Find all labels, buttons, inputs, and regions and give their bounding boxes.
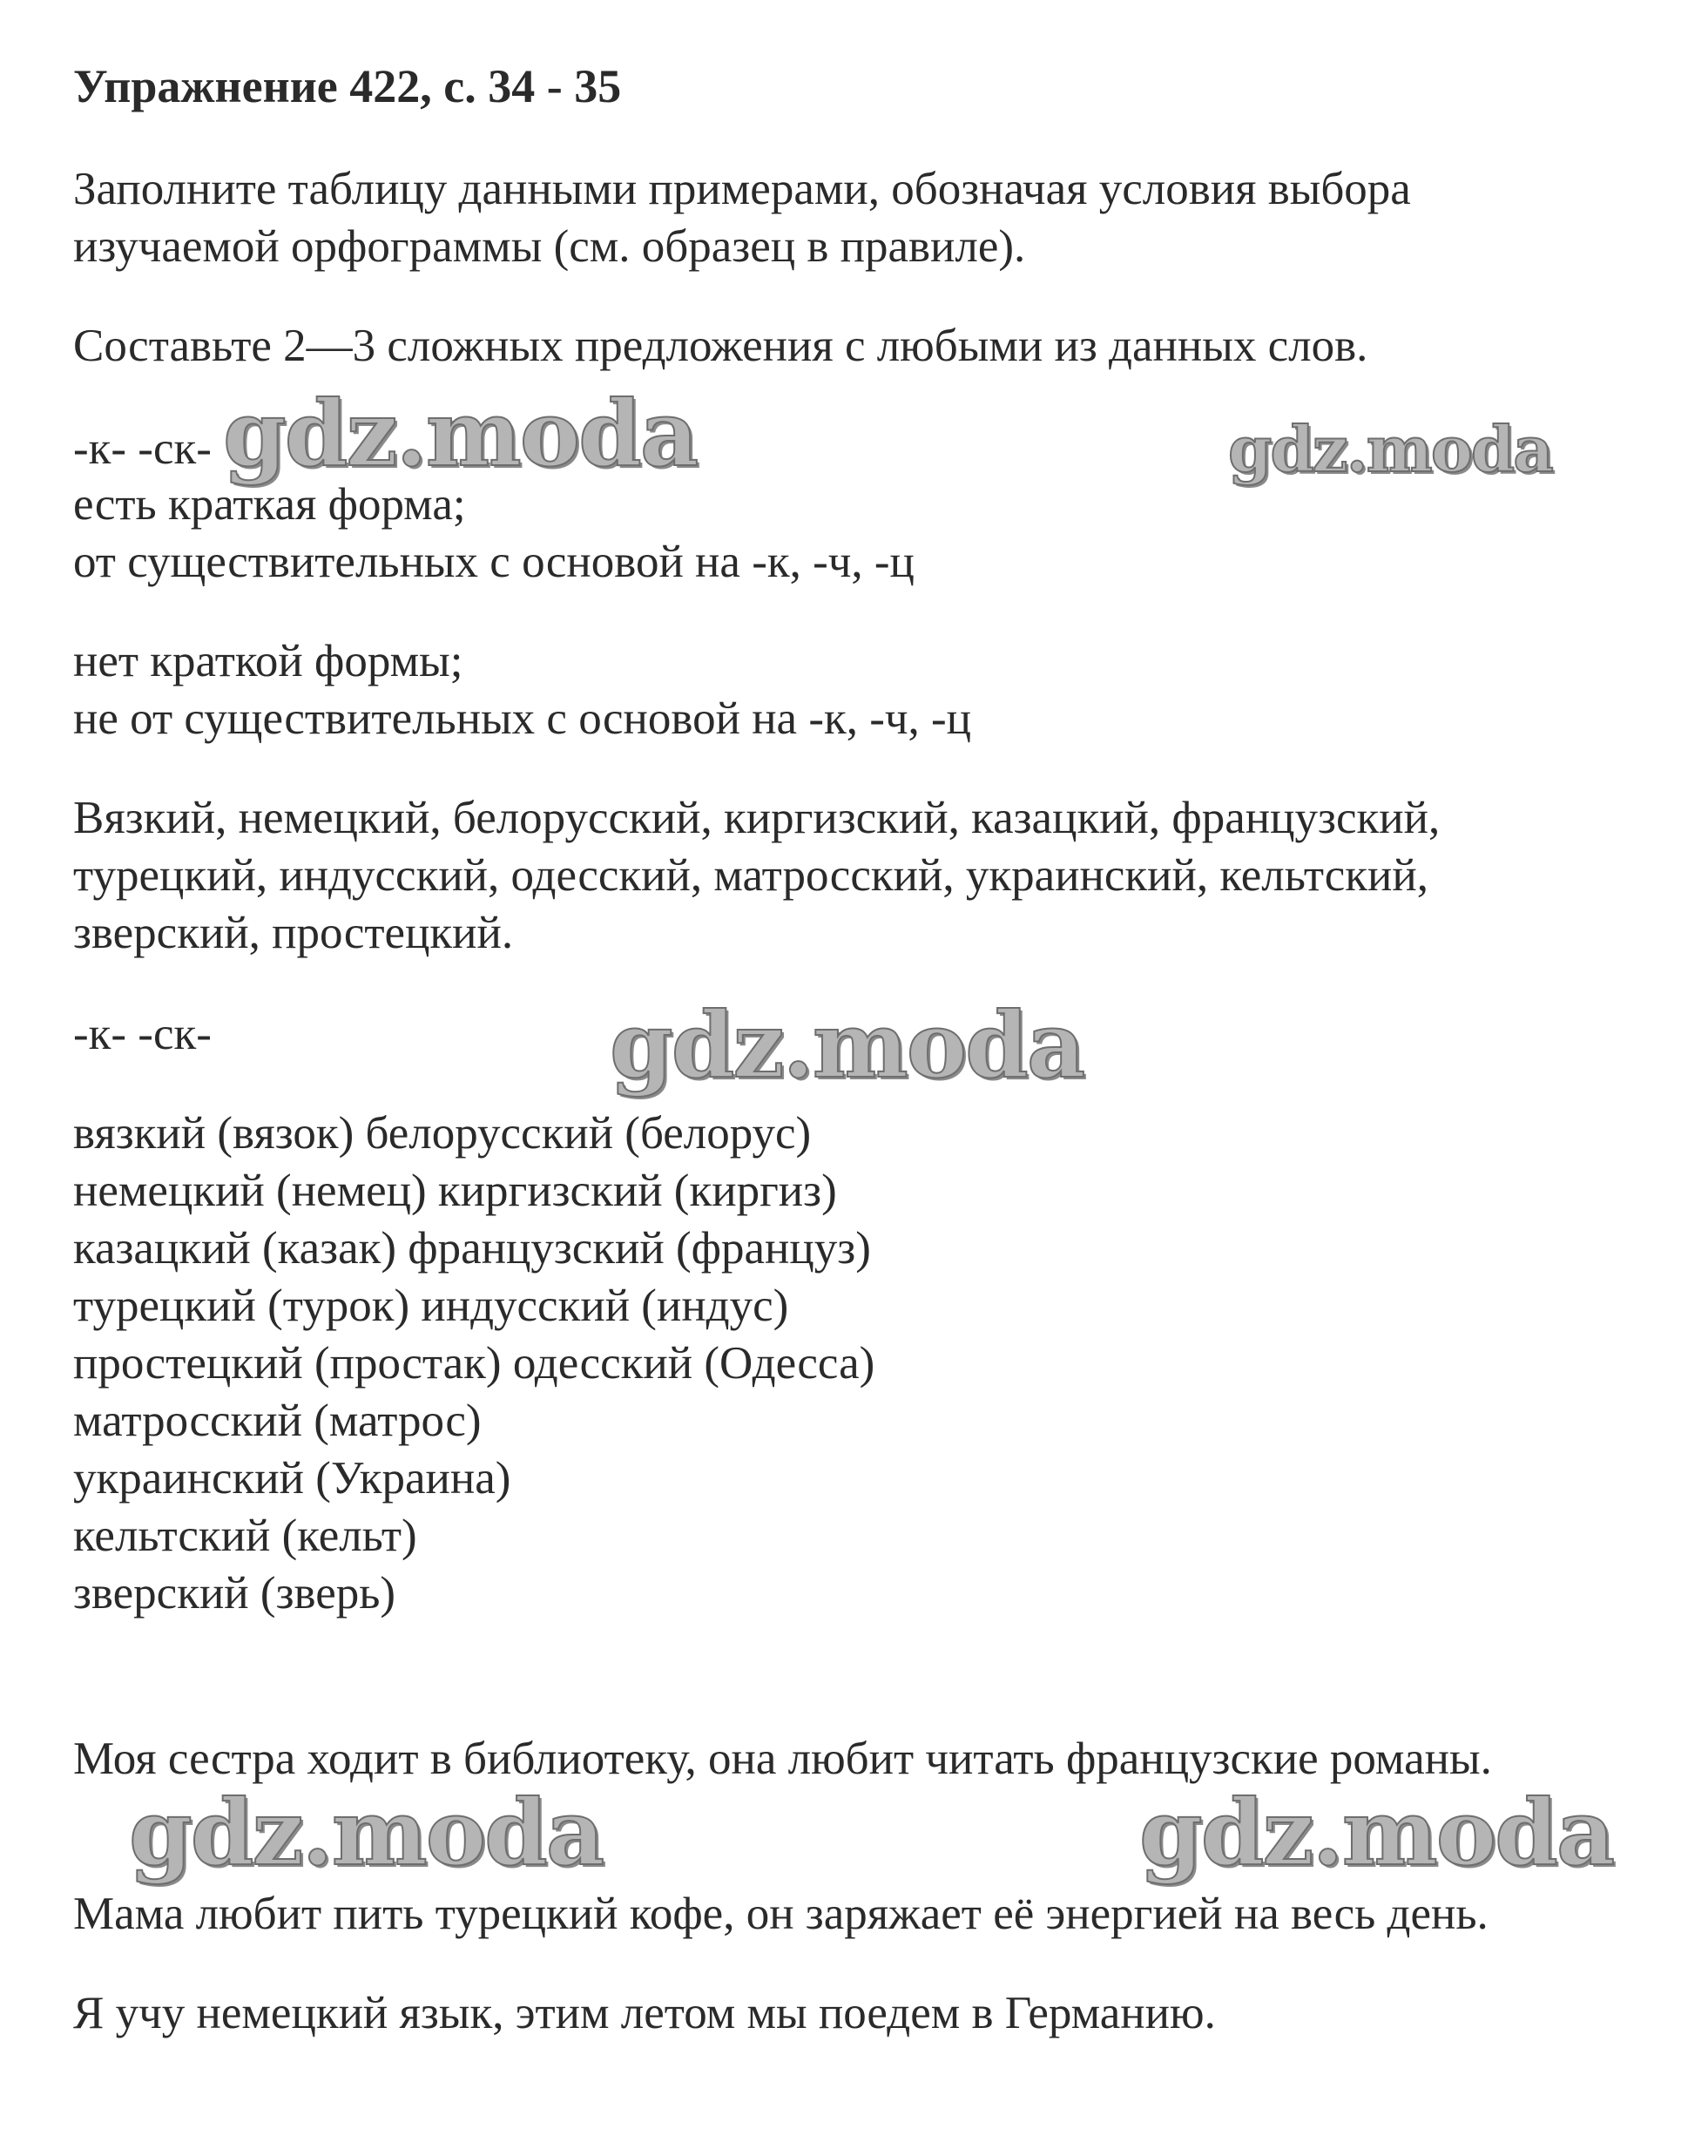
- rule-k-line-2: от существительных с основой на -к, -ч, -ц: [73, 537, 915, 587]
- watermark: gdz.moda: [1228, 412, 1552, 486]
- sentence-1: Моя сестра ходит в библиотеку, она любит читать французские романы.: [73, 1734, 1492, 1784]
- word-pair-line: вязкий (вязок) белорусский (белорус): [73, 1108, 812, 1159]
- rule-sk-line-1: нет краткой формы;: [73, 636, 463, 686]
- rule-sk-line-2: не от существительных с основой на -к, -ч, -ц: [73, 693, 972, 744]
- watermark: gdz.moda: [129, 1779, 604, 1886]
- watermark: gdz.moda: [1139, 1779, 1614, 1886]
- suffix-header-1: -к- -ск-: [73, 423, 212, 474]
- word-list-line-1: Вязкий, немецкий, белорусский, киргизский, казацкий, французский,: [73, 793, 1441, 843]
- suffix-header-2: -к- -ск-: [73, 1009, 212, 1059]
- word-pair-line: кельтский (кельт): [73, 1511, 417, 1561]
- word-pair-line: простецкий (простак) одесский (Одесса): [73, 1338, 875, 1389]
- sentence-2: Мама любит пить турецкий кофе, он заряжает её энергией на весь день.: [73, 1889, 1489, 1939]
- task-line-1: Заполните таблицу данными примерами, обозначая условия выбора: [73, 164, 1411, 214]
- exercise-title: Упражнение 422, с. 34 - 35: [73, 60, 622, 112]
- sentence-3: Я учу немецкий язык, этим летом мы поедем в Германию.: [73, 1988, 1216, 2038]
- word-pair-line: матросский (матрос): [73, 1396, 482, 1446]
- task-line-2: изучаемой орфограммы (см. образец в правиле).: [73, 221, 1026, 272]
- word-pair-line: казацкий (казак) французский (француз): [73, 1223, 871, 1274]
- word-pair-line: украинский (Украина): [73, 1453, 511, 1504]
- word-list-line-2: турецкий, индусский, одесский, матросский, украинский, кельтский,: [73, 850, 1428, 901]
- word-pair-line: зверский (зверь): [73, 1568, 396, 1619]
- watermark: gdz.moda: [223, 380, 698, 487]
- task-line-3: Составьте 2—3 сложных предложения с любыми из данных слов.: [73, 321, 1368, 371]
- rule-k-line-1: есть краткая форма;: [73, 479, 466, 530]
- word-pair-line: немецкий (немец) киргизский (киргиз): [73, 1166, 837, 1216]
- word-list-line-3: зверский, простецкий.: [73, 908, 514, 958]
- watermark: gdz.moda: [610, 991, 1084, 1098]
- word-pair-line: турецкий (турок) индусский (индус): [73, 1281, 789, 1331]
